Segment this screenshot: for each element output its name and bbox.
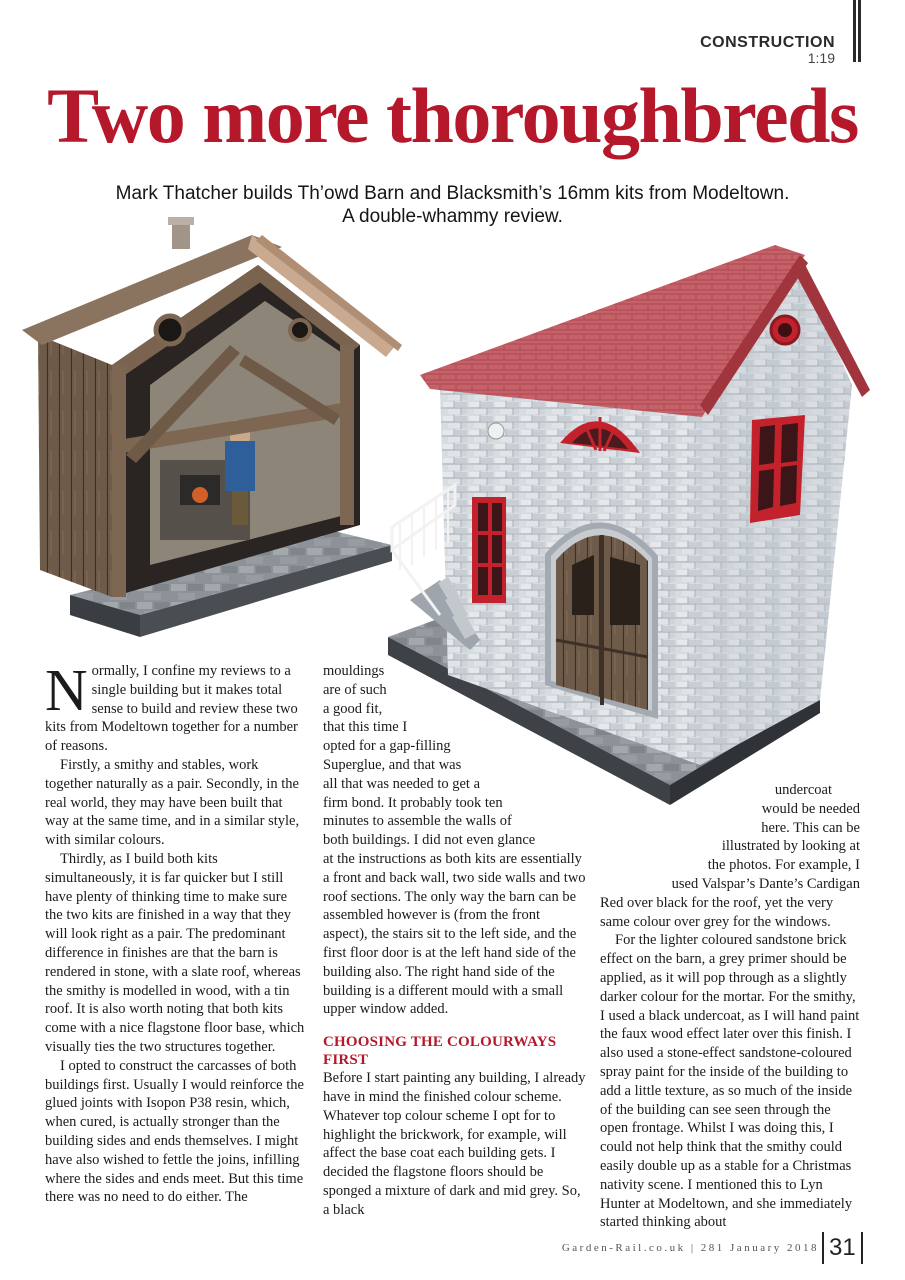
paragraph: I opted to construct the carcasses of both buildings first. Usually I would reinforce the glued joints with Isopon P38 resin, which, when cured, is actually stronger than the building sides and ends themselves. I might have also wished to fettle the joins, infilling where the sides and ends meet. But this time there was no need to do either. The [45,1057,304,1206]
footer-credit: Garden-Rail.co.uk | 281 January 2018 [561,1242,819,1254]
text-line: used Valspar’s Dante’s Cardigan [671,875,860,892]
paragraph: For the lighter coloured sandstone brick effect on the barn, a grey primer should be applied, as it will pop through as a slightly darker colour for the mortar. For the smithy, I used a black undercoat, as I will hand paint the faux wood effect later over this finish. I also used a stone-effect sandstone-coloured spray paint for the inside of the building to add a little texture, as so much of the inside of the building can see seen through the open frontage. Whilst I was doing this, I could not help think that the smithy could easily double up as a stable for a Christmas nativity scene. I mentioned this to Lyn Hunter at Modeltown, and she immediately started thinking about [600,932,860,1231]
text-line: minutes to assemble the walls of [323,813,512,830]
paragraph: Thirdly, as I build both kits simultaneously, it is far quicker but I still have plenty of thinking time to make sure the two kits are finished in a way that they will look right as a pair. The predominant difference in finishes are that the barn is rendered in stone, with a slate roof, whereas the smithy is modelled in wood, with a tin roof. It is also worth noting that both kits come with a nice flagstone floor base, which visually ties the two structures together. [45,850,305,1055]
text-line: illustrated by looking at [721,838,860,855]
paragraph-wrapped [600,781,860,894]
article-column-2 [323,662,588,1220]
paragraph-rest: at the instructions as both kits are essentially a front and back wall, two side walls and two roof sections. The only way the barn can be assembled however is (from the front aspect), the stairs sit to the left side, and the first floor door is at the left hand side of the building also. The right hand side of the building is a different mould with a small upper window added. [323,850,586,1018]
text-line: both buildings. I did not even glance [323,832,536,849]
text-line: Superglue, and that was [323,756,462,773]
dropcap: N [45,657,88,723]
page-number: 31 [822,1232,863,1264]
smithy-model [22,217,402,637]
paragraph: Firstly, a smithy and stables, work together naturally as a pair. Secondly, in the real world, they may have been built that way at the same time, and in a similar style, with similar colours. [45,756,300,849]
section-bar [853,0,861,62]
text-line: a good fit, [323,700,383,717]
text-line: mouldings [323,663,385,679]
text-line: undercoat [774,782,832,798]
article-column-3 [600,781,860,1232]
section-label [700,34,835,65]
text-line: opted for a gap-filling [323,738,451,755]
paragraph-wrapped [323,662,588,1019]
article-column-1 [45,657,305,1207]
standfirst-line-2: A double-whammy review. [342,206,563,227]
text-line: here. This can be [761,819,860,836]
section-scale: 1:19 [807,50,835,66]
standfirst-line-1: Mark Thatcher builds Th’owd Barn and Blacksmith’s 16mm kits from Modeltown. [115,183,790,204]
text-line: that this time I [323,719,408,736]
text-line: are of such [323,681,387,698]
text-line: all that was needed to get a [323,775,481,792]
paragraph: Normally, I confine my reviews to a single building but it makes total sense to build and review these two kits from Modeltown together for a number of reasons. [45,657,298,755]
text-line: firm bond. It probably took ten [323,794,503,811]
section-title: CONSTRUCTION [700,34,835,51]
paragraph: Red over black for the roof, yet the very same colour over grey for the windows. [600,894,834,930]
text-line: the photos. For example, I [707,857,860,874]
headline: Two more thoroughbreds [47,72,858,159]
text-line: would be needed [761,800,860,817]
paragraph: Before I start painting any building, I already have in mind the finished colour scheme. Whatever top colour scheme I opt for to highlight the brickwork, for example, will affect the base coat each building gets. I decided the flagstone floors should be sponged a mixture of dark and mid grey. So, a black [323,1070,586,1218]
subheading: CHOOSING THE COLOURWAYS FIRST [323,1034,557,1069]
